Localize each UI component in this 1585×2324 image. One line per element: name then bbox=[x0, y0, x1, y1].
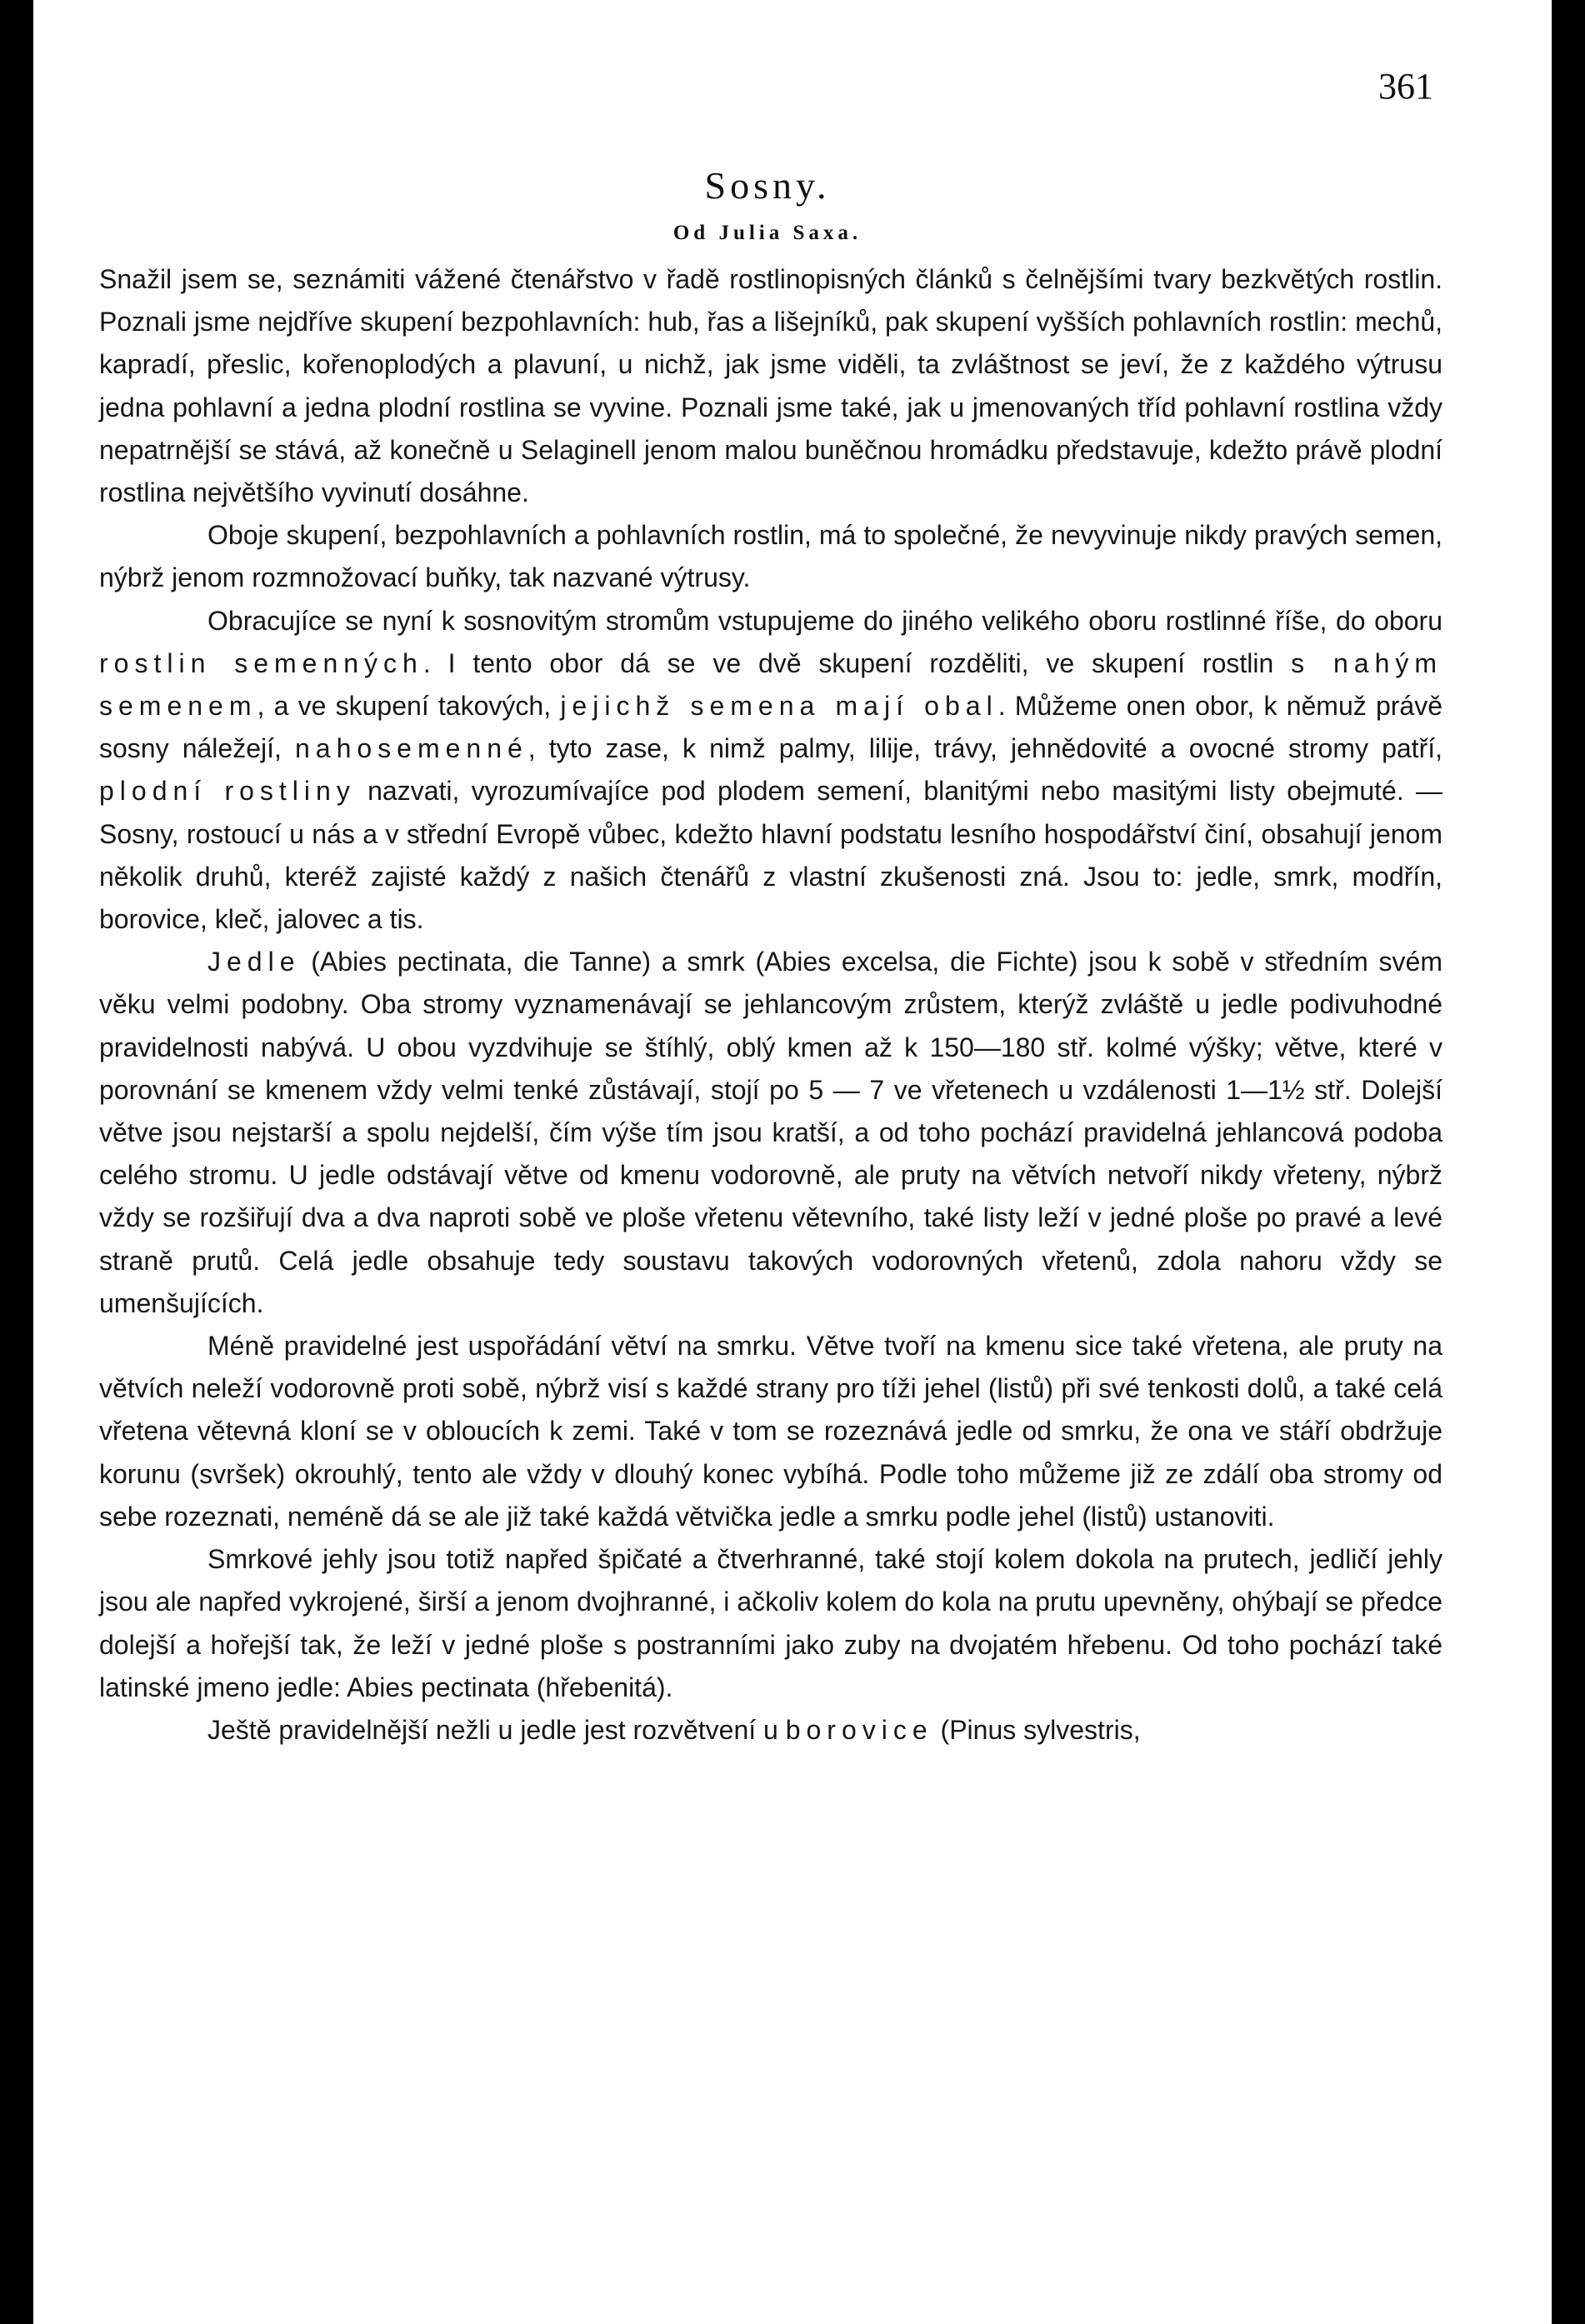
text-run: (Pinus sylvestris, bbox=[932, 1714, 1141, 1745]
author-byline: Od Julia Saxa. bbox=[672, 222, 862, 244]
paragraph bbox=[99, 1538, 1442, 1709]
emphasized-text: borovice bbox=[785, 1714, 933, 1745]
emphasized-text: plodní rostliny bbox=[99, 776, 356, 807]
article-body bbox=[99, 258, 1442, 1752]
text-run: Méně pravidelné jest uspořádání větví na smrku. Větve tvoří na kmenu sice také vřetena, ale pruty na větvích neleží vodorovně proti sobě, nýbrž visí s každé strany pro tíži jehel (listů) při své tenkosti dolů, a také celá vřetena větevná kloní se v obloucích k zemi. Také v tom se rozeznává jedle od smrku, že ona ve stáří obdržuje korunu (svršek) okrouhlý, tento ale vždy v dlouhý konec vybíhá. Podle toho můžeme již ze zdálí oba stromy od sebe rozeznati, neméně dá se ale již také každá větvička jedle a smrku podle jehel (listů) ustanoviti. bbox=[99, 1331, 1442, 1532]
text-run: Obracujíce se nyní k sosnovitým stromům vstupujeme do jiného velikého oboru rostlinné říše, do oboru bbox=[208, 605, 1442, 636]
page bbox=[33, 0, 1552, 2324]
text-run: (Abies pectinata, die Tanne) a smrk (Abies excelsa, die Fichte) jsou k sobě v středním svém věku velmi podobny. Oba stromy vyznamenávají se jehlancovým zrůstem, kterýž zvláště u jedle podivuhodné pravidelnosti nabývá. U obou vyzdvihuje se štíhlý, oblý kmen až k 150—180 stř. kolmé výšky; větve, které v porovnání se kmenem vždy velmi tenké zůstávají, stojí po 5 — 7 ve vřetenech u vzdálenosti 1—1½ stř. Dolejší větve jsou nejstarší a spolu nejdelší, čím výše tím jsou kratší, a od toho pochází pravidelná jehlancová podoba celého stromu. U jedle odstávají větve od kmenu vodorovně, ale pruty na větvích netvoří nikdy vřeteny, nýbrž vždy se rozšiřují dva a dva naproti sobě ve ploše vřetenu větevního, také listy leží v jedné ploše po pravé a levé straně prutů. Celá jedle obsahuje tedy soustavu takových vodorovných vřetenů, zdola nahoru vždy se umenšujících. bbox=[99, 947, 1442, 1318]
text-run: Oboje skupení, bezpohlavních a pohlavních rostlin, má to společné, že nevyvinuje nikdy pravých semen, nýbrž jenom rozmnožovací buňky, tak nazvané výtrusy. bbox=[99, 520, 1442, 593]
paragraph bbox=[99, 1325, 1442, 1538]
text-run: Snažil jsem se, seznámiti vážené čtenářstvo v řadě rostlinopisných článků s čelnějšími tvary bezkvětých rostlin. Poznali jsme nejdříve skupení bezpohlavních: hub, řas a lišejníků, pak skupení vyšších pohlavních rostlin: mechů, kapradí, přeslic, kořenoplodých a plavuní, u nichž, jak jsme viděli, ta zvláštnost se jeví, že z každého výtrusu jedna pohlavní a jedna plodní rostlina se vyvine. Poznali jsme také, jak u jmenovaných tříd pohlavní rostlina vždy nepatrnější se stává, až konečně u Selaginell jenom malou buněčnou hromádku představuje, kdežto právě plodní rostlina největšího vyvinutí dosáhne. bbox=[99, 264, 1442, 508]
paragraph bbox=[99, 600, 1442, 942]
page-number: 361 bbox=[1378, 66, 1433, 107]
emphasized-text: s nahým semenem bbox=[99, 647, 1443, 722]
article-title: Sosny. bbox=[704, 164, 831, 207]
emphasized-text: nahosemenné bbox=[294, 733, 528, 764]
text-run: . Můžeme onen obor, k němuž právě sosny náležejí, bbox=[99, 691, 1443, 764]
emphasized-text: rostlin semenných bbox=[99, 647, 423, 678]
text-run: Smrkové jehly jsou totiž napřed špičaté a čtverhranné, také stojí kolem dokola na prutech, jedličí jehly jsou ale napřed vykrojené, širší a jenom dvojhranné, i ačkoliv kolem do kola na prutu upevněny, ohýbají se předce dolejší a hořejší tak, že leží v jedné ploše s postranními jako zuby na dvojatém hřebenu. Od toho pochází také latinské jmeno jedle: Abies pectinata (hřebenitá). bbox=[99, 1544, 1442, 1702]
paragraph bbox=[99, 258, 1442, 514]
paragraph bbox=[99, 941, 1442, 1325]
text-run: , tyto zase, k nimž palmy, lilije, trávy, jehnědovité a ovocné stromy patří, bbox=[528, 733, 1442, 764]
text-run: nazvati, vyrozumívajíce pod plodem semení, blanitými nebo masitými listy obejmuté. — Sosny, rostoucí u nás a v střední Evropě vůbec, kdežto hlavní podstatu lesního hospodářství činí, obsahují jenom několik druhů, kteréž zajisté každý z našich čtenářů z vlastní zkušenosti zná. Jsou to: jedle, smrk, modřín, borovice, kleč, jalovec a tis. bbox=[99, 776, 1443, 935]
emphasized-text: jejichž semena mají obal bbox=[560, 691, 998, 722]
text-run: . I tento obor dá se ve dvě skupení rozděliti, ve skupení rostlin bbox=[422, 647, 1292, 678]
paragraph bbox=[99, 514, 1442, 599]
text-run: Ještě pravidelnější nežli u jedle jest rozvětvení u bbox=[208, 1714, 786, 1745]
text-run: , a ve skupení takových, bbox=[257, 691, 561, 722]
paragraph bbox=[99, 1709, 1442, 1752]
emphasized-text: Jedle bbox=[208, 947, 301, 977]
